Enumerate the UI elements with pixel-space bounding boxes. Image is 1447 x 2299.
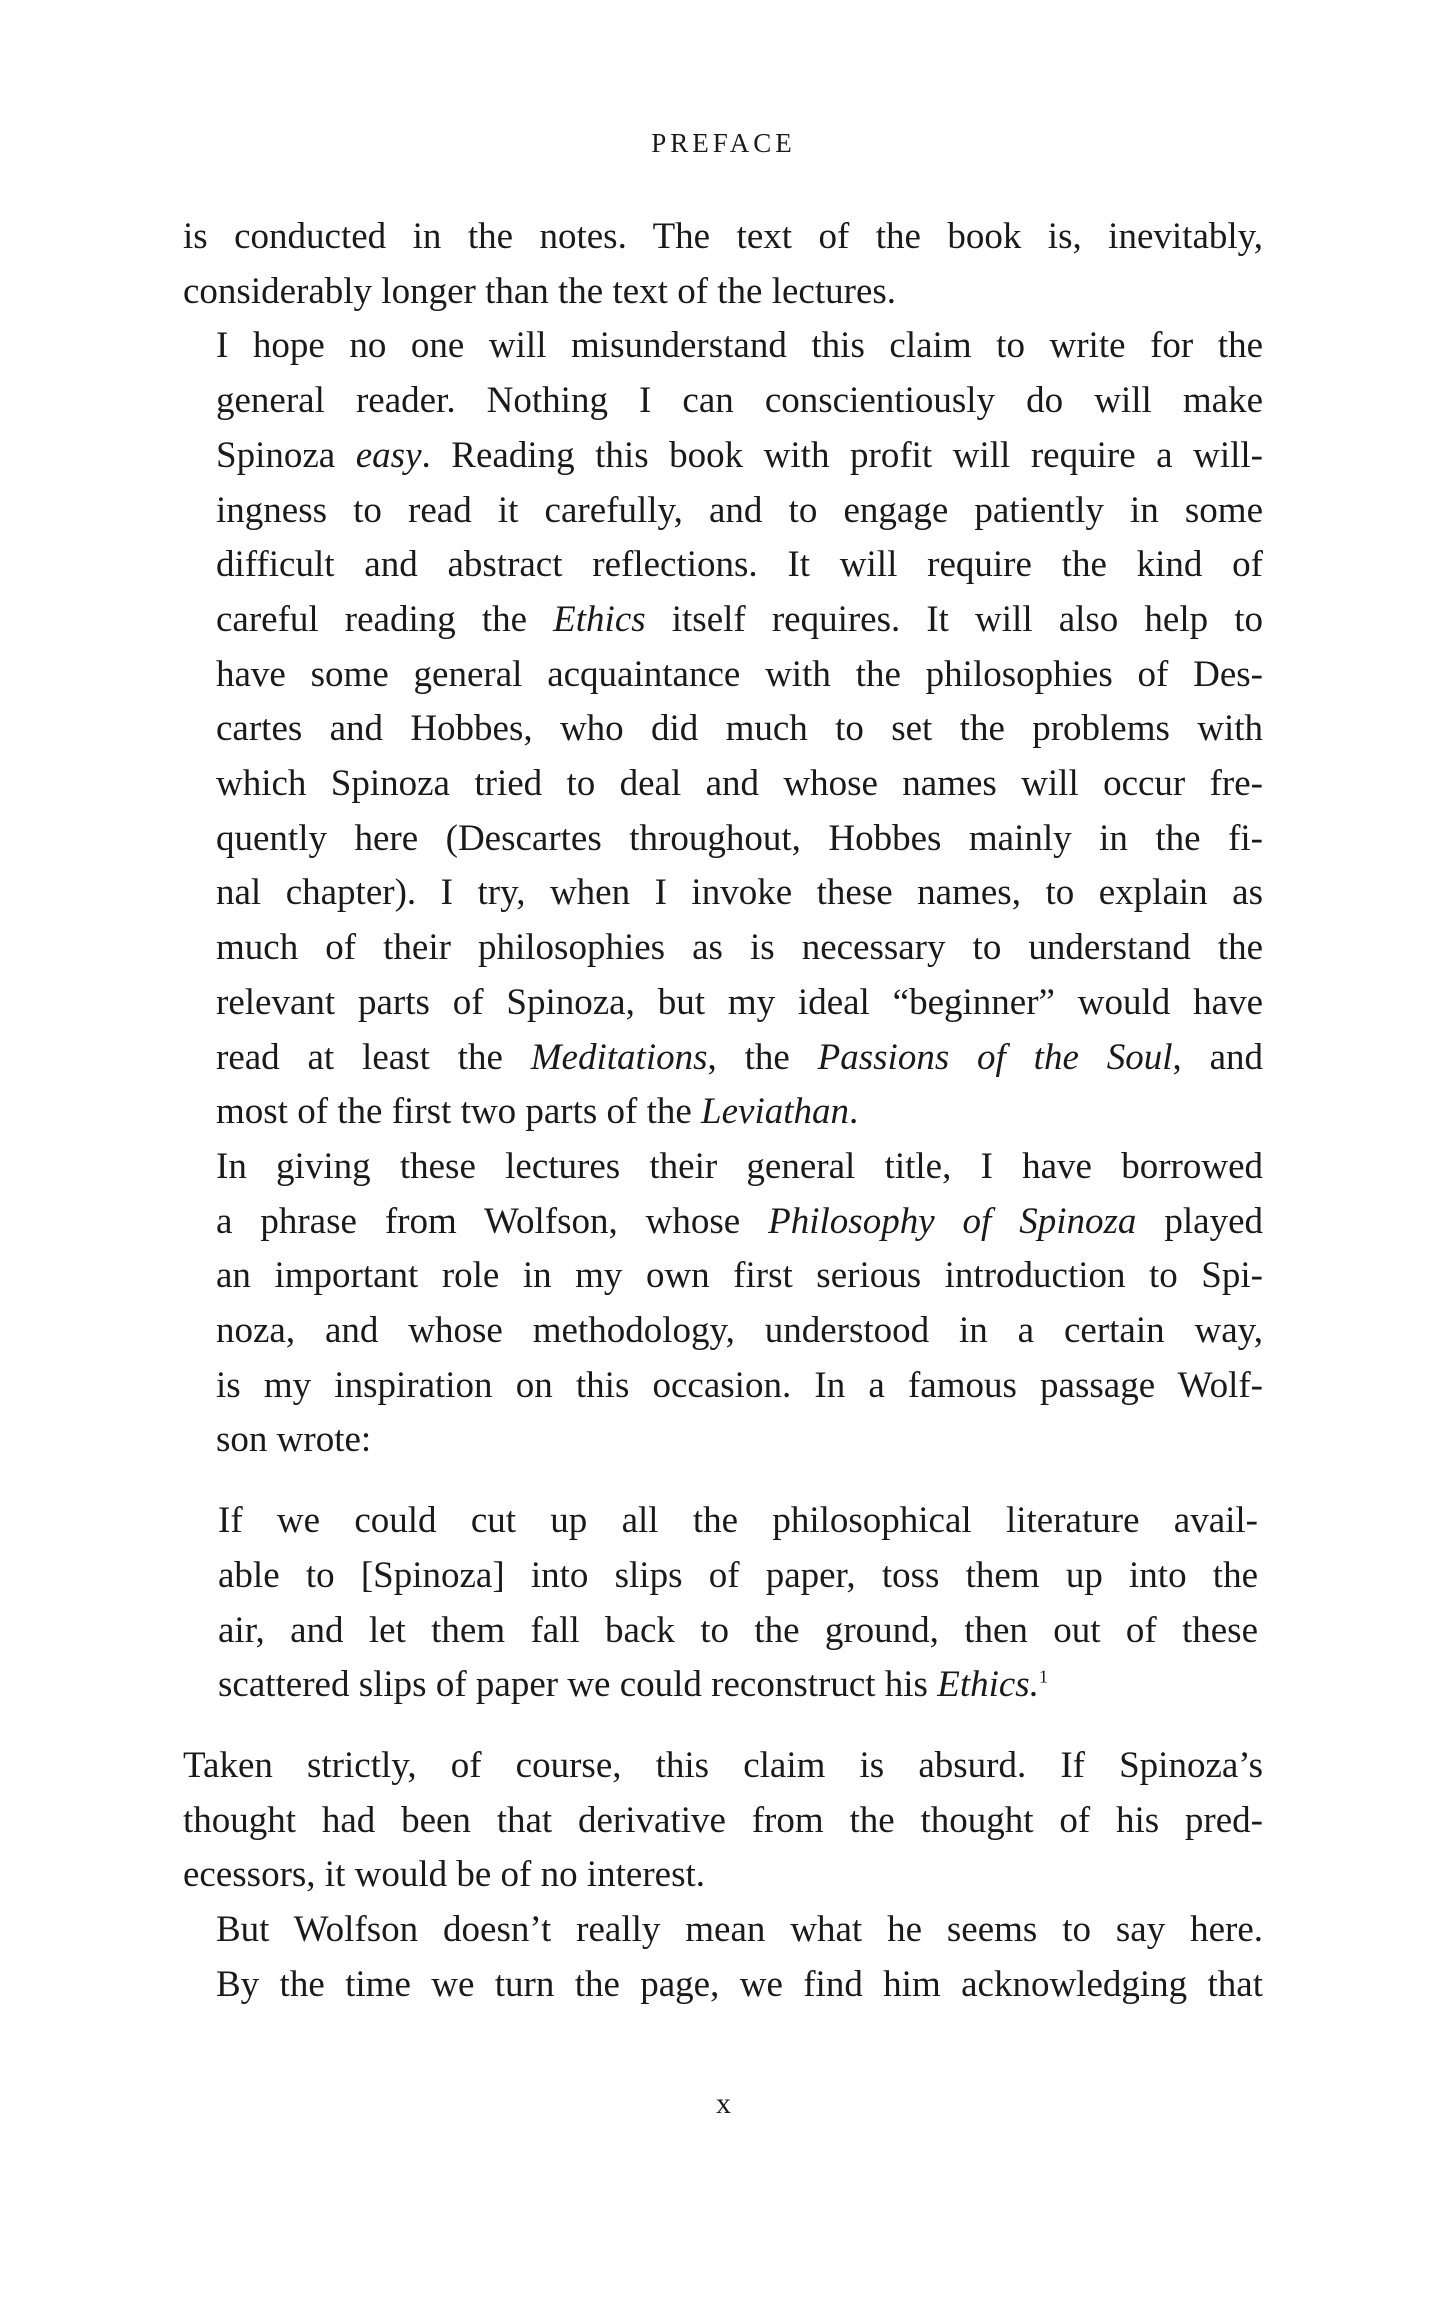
paragraph-5 (183, 1903, 1263, 2012)
text-line: In giving these lectures their general title, I have borrowed (216, 1145, 1263, 1187)
block-quote (218, 1494, 1258, 1713)
text-run: Spinoza (216, 434, 356, 476)
text-line: By the time we turn the page, we find him acknowledging that (216, 1963, 1263, 2005)
text-line: I hope no one will misunderstand this claim to write for the (216, 325, 1263, 367)
quote-line: air, and let them fall back to the ground, then out of these (218, 1609, 1258, 1651)
text-line (183, 593, 1263, 648)
footnote-marker[interactable]: 1 (1038, 1666, 1048, 1687)
text-run: , the (707, 1036, 818, 1078)
text-line: thought had been that derivative from the thought of his pred- (183, 1799, 1263, 1841)
text-line: noza, and whose methodology, understood in a certain way, (216, 1310, 1263, 1352)
paragraph-2 (183, 319, 1263, 1140)
body-text (183, 210, 1263, 2013)
text-line: cartes and Hobbes, who did much to set the problems with (216, 708, 1263, 750)
italic-title: Meditations (530, 1036, 708, 1078)
text-line (183, 1085, 1263, 1140)
paragraph-4 (183, 1739, 1263, 1903)
text-run: itself requires. It will also help to (645, 598, 1263, 640)
italic-title: Leviathan (701, 1091, 850, 1133)
italic-title: Ethics. (937, 1664, 1039, 1706)
text-line (183, 1195, 1263, 1250)
text-run: . (849, 1091, 859, 1133)
quote-line: able to [Spinoza] into slips of paper, toss them up into the (218, 1554, 1258, 1596)
text-line: quently here (Descartes throughout, Hobbes mainly in the fi- (216, 817, 1263, 859)
text-line: difficult and abstract reflections. It will require the kind of (216, 544, 1263, 586)
text-line: is my inspiration on this occasion. In a famous passage Wolf- (216, 1364, 1263, 1406)
italic-title: Ethics (553, 598, 646, 640)
text-line (183, 1031, 1263, 1086)
text-line: considerably longer than the text of the lectures. (183, 270, 897, 312)
text-run: played (1136, 1200, 1263, 1242)
quote-line: If we could cut up all the philosophical literature avail- (218, 1500, 1258, 1542)
paragraph-3 (183, 1140, 1263, 1468)
text-line: is conducted in the notes. The text of the book is, inevitably, (183, 216, 1263, 257)
text-line: general reader. Nothing I can conscientiously do will make (216, 380, 1263, 422)
text-line: ingness to read it carefully, and to engage patiently in some (216, 489, 1263, 531)
text-run: . Reading this book with profit will require a will- (421, 434, 1264, 476)
text-run: most of the first two parts of the (216, 1091, 702, 1133)
text-line: ecessors, it would be of no interest. (183, 1854, 705, 1896)
text-run: a phrase from Wolfson, whose (216, 1200, 769, 1242)
italic-title: Passions of the Soul (817, 1036, 1173, 1078)
text-run: read at least the (216, 1036, 531, 1078)
text-line: relevant parts of Spinoza, but my ideal “beginner” would have (216, 981, 1263, 1023)
text-line: have some general acquaintance with the philosophies of Des- (216, 653, 1263, 695)
text-run: scattered slips of paper we could reconstruct his (218, 1664, 938, 1706)
paragraph-1 (183, 210, 1263, 319)
text-run: , and (1172, 1036, 1264, 1078)
italic-term: easy (355, 434, 422, 476)
italic-title: Philosophy of Spinoza (768, 1200, 1137, 1242)
text-run: careful reading the (216, 598, 554, 640)
quote-line (218, 1658, 1258, 1713)
text-line: nal chapter). I try, when I invoke these names, to explain as (216, 872, 1263, 914)
text-line: which Spinoza tried to deal and whose names will occur fre- (216, 763, 1263, 805)
text-line (183, 429, 1263, 484)
text-line: much of their philosophies as is necessary to understand the (216, 927, 1263, 969)
text-line: But Wolfson doesn’t really mean what he seems to say here. (216, 1909, 1263, 1951)
text-line: son wrote: (216, 1419, 372, 1461)
text-line: Taken strictly, of course, this claim is absurd. If Spinoza’s (183, 1744, 1263, 1786)
text-line: an important role in my own first serious introduction to Spi- (216, 1255, 1263, 1297)
running-head: PREFACE (651, 128, 796, 158)
page-number: x (716, 2087, 731, 2120)
